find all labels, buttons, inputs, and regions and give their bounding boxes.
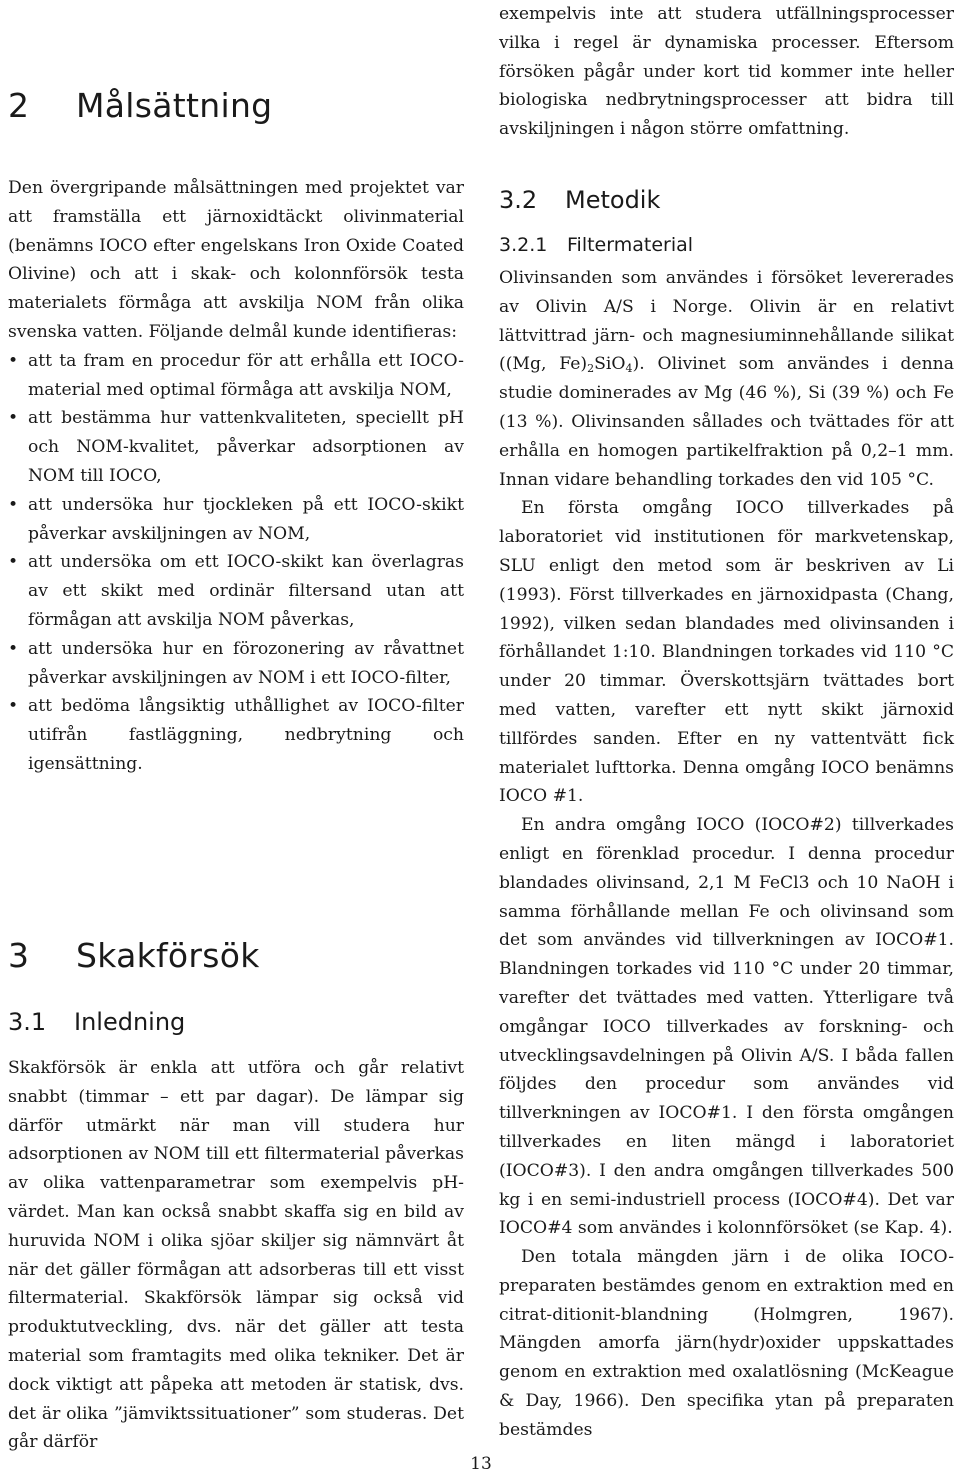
section-title: Filtermaterial xyxy=(567,234,694,256)
filtermaterial-block xyxy=(499,264,954,1445)
section-title: Skakförsök xyxy=(76,936,260,975)
section-number: 3 xyxy=(8,936,30,975)
section-3-2-heading xyxy=(499,186,660,214)
section-title: Inledning xyxy=(74,1008,186,1036)
section-number: 2 xyxy=(8,86,30,125)
section-title: Metodik xyxy=(565,186,661,214)
goals-block xyxy=(8,174,464,779)
section-number: 3.1 xyxy=(8,1008,47,1036)
intro-paragraph: Den övergripande målsättningen med projektet var att framställa ett järnoxidtäckt olivinmaterial (benämns IOCO efter engelskans Iron Oxide Coated Olivine) och att i skak- och kolonnförsök testa materialets förmåga att avskilja NOM från olika svenska vatten. Följande delmål kunde identifieras: xyxy=(8,178,464,342)
page-number: 13 xyxy=(470,1454,492,1474)
paragraph-ioco1: En första omgång IOCO tillverkades på laboratoriet vid institutionen för markvetenskap, SLU enligt den metod som är beskriven av Li (1993). Först tillverkades en järnoxidpasta (Chang, 1992), vilken sedan blandades med olivinsanden i förhållandet 1:10. Blandningen torkades vid 110 °C under 20 timmar. Överskottsjärn tvättades bort med vatten, varefter ett nytt skikt järnoxid tillfördes sanden. Efter en ny vattentvätt fick materialet lufttorka. Denna omgång IOCO benämns IOCO #1. xyxy=(499,498,954,807)
section-number: 3.2 xyxy=(499,186,538,214)
list-item: • att ta fram en procedur för att erhålla ett IOCO-material med optimal förmåga att avskilja NOM, xyxy=(8,347,464,405)
paragraph-olivin: Olivinsanden som användes i försöket levererades av Olivin A/S i Norge. Olivin är en relativt lättvittrad järn- och magnesiuminnehållande silikat ((Mg, $Fe)_2SiO_4$). Olivinet som användes i denna studie dominerades av Mg (46 %), Si (39 %) och Fe (13 %). Olivinsanden sållades och tvättades för att erhålla en homogen partikelfraktion på 0,2–1 mm. Innan vidare behandling torkades den vid 105 °C. xyxy=(499,268,954,490)
paragraph-iron-total: Den totala mängden järn i de olika IOCO-preparaten bestämdes genom en extraktion med en citrat-ditionit-blandning (Holmgren, 1967). Mängden amorfa järn(hydr)oxider uppskattades genom en extraktion med oxalatlösning (McKeague & Day, 1966). Den specifika ytan på preparaten bestämdes xyxy=(499,1247,954,1440)
goals-list xyxy=(8,347,464,779)
list-item: • att bedöma långsiktig uthållighet av IOCO-filter utifrån fastläggning, nedbrytning och igensättning. xyxy=(8,692,464,778)
section-3-2-1-heading xyxy=(499,234,693,256)
inledning-block xyxy=(8,1054,464,1457)
bullet-icon: • xyxy=(8,552,19,573)
bullet-icon: • xyxy=(8,408,19,429)
list-item: • att undersöka om ett IOCO-skikt kan överlagras av ett skikt med ordinär filtersand utan att förmågan att avskilja NOM påverkas, xyxy=(8,548,464,634)
inledning-paragraph: Skakförsök är enkla att utföra och går relativt snabbt (timmar – ett par dagar). De lämpar sig därför utmärkt när man vill studera hur adsorptionen av NOM till ett filtermaterial påverkas av olika vattenparametrar som exempelvis pH-värdet. Man kan också snabbt skaffa sig en bild av huruvida NOM i olika sjöar skiljer sig nämnvärt åt när det gäller förmågan att adsorberas till ett visst filtermaterial. Skakförsök lämpar sig också vid produktutveckling, dvs. när det gäller att testa material som framtagits med olika tekniker. Det är dock viktigt att påpeka att metoden är statisk, dvs. det är olika ”jämviktssituationer” som studeras. Det går därför xyxy=(8,1058,464,1453)
bullet-icon: • xyxy=(8,696,19,717)
list-item: • att undersöka hur tjockleken på ett IOCO-skikt påverkar avskiljningen av NOM, xyxy=(8,491,464,549)
continuation-paragraph: exempelvis inte att studera utfällningsprocesser vilka i regel är dynamiska processer. Eftersom försöken pågår under kort tid kommer inte heller biologiska nedbrytningsprocesser att bidra till avskiljningen i någon större omfattning. xyxy=(499,4,954,140)
section-2-heading xyxy=(8,86,272,125)
section-number: 3.2.1 xyxy=(499,234,548,256)
section-3-1-heading xyxy=(8,1008,185,1036)
continuation-block xyxy=(499,0,954,144)
bullet-icon: • xyxy=(8,494,19,515)
section-3-heading xyxy=(8,936,260,975)
section-title: Målsättning xyxy=(76,86,273,125)
bullet-icon: • xyxy=(8,350,19,371)
bullet-icon: • xyxy=(8,638,19,659)
list-item: • att undersöka hur en förozonering av råvattnet påverkar avskiljningen av NOM i ett IOCO-filter, xyxy=(8,635,464,693)
paragraph-ioco2: En andra omgång IOCO (IOCO#2) tillverkades enligt en förenklad procedur. I denna procedur blandades olivinsand, 2,1 M FeCl3 och 10 NaOH i samma förhållande mellan Fe och olivinsand som det som användes vid tillverkningen av IOCO#1. Blandningen torkades vid 110 °C under 20 timmar, varefter det tvättades med vatten. Ytterligare två omgångar IOCO tillverkades av forskning- och utvecklingsavdelningen på Olivin A/S. I båda fallen följdes den procedur som användes vid tillverkningen av IOCO#1. I den första omgången tillverkades en liten mängd i laboratoriet (IOCO#3). I den andra omgången tillverkades 500 kg i en semi-industriell process (IOCO#4). Det var IOCO#4 som användes i kolonnförsöket (se Kap. 4). xyxy=(499,815,954,1239)
list-item: • att bestämma hur vattenkvaliteten, speciellt pH och NOM-kvalitet, påverkar adsorptionen av NOM till IOCO, xyxy=(8,404,464,490)
